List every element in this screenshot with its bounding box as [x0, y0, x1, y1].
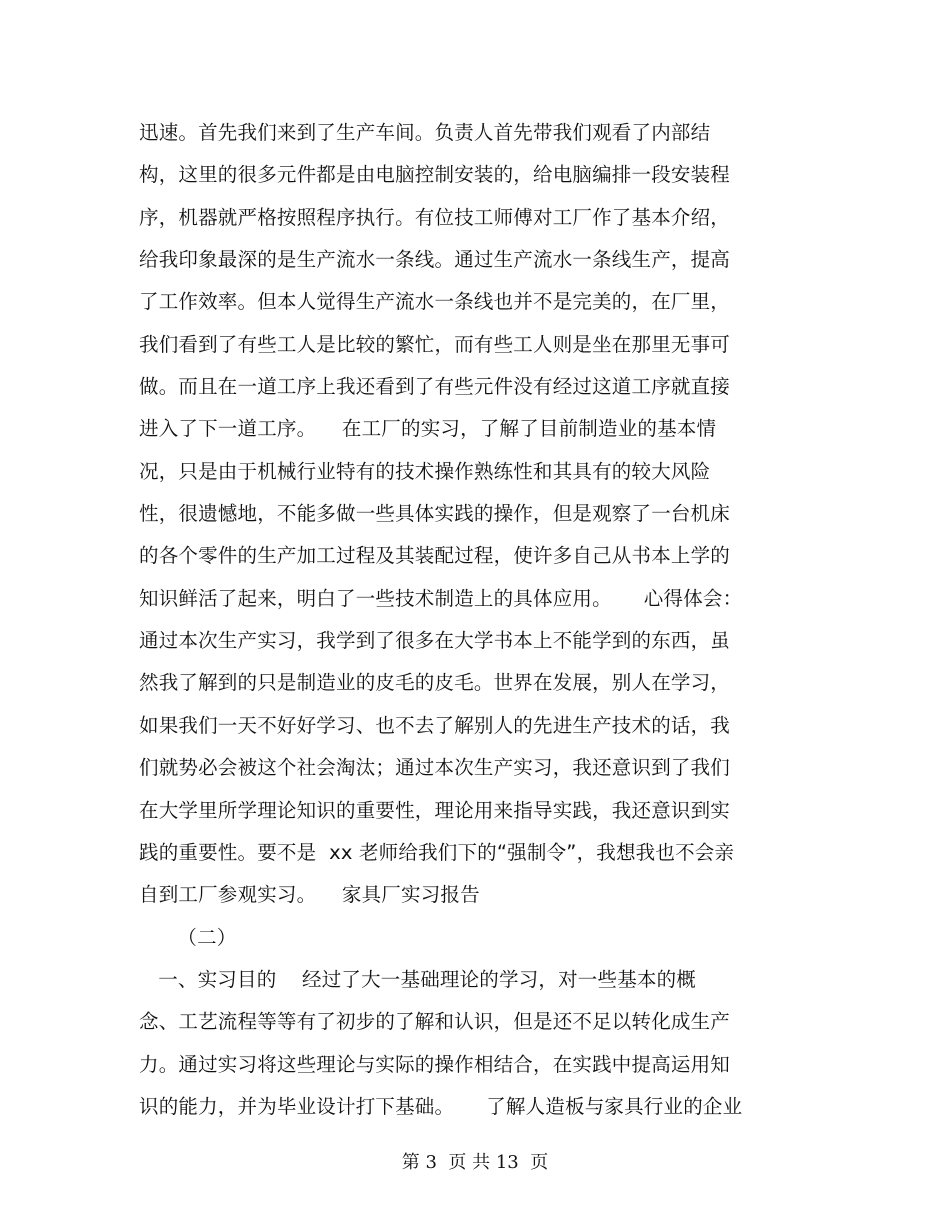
- text-line: 然我了解到的只是制造业的皮毛的皮毛。世界在发展，别人在学习，: [139, 671, 731, 695]
- text-line: 性，很遗憾地，不能多做一些具体实践的操作，但是观察了一台机床: [139, 502, 731, 526]
- text-line: 序，机器就严格按照程序执行。有位技工师傅对工厂作了基本介绍，: [139, 205, 731, 229]
- text-line: 进入了下一道工序。 在工厂的实习，了解了目前制造业的基本情: [139, 417, 717, 441]
- text-line: 的各个零件的生产加工过程及其装配过程，使许多自己从书本上学的: [139, 544, 731, 568]
- text-line: 一、实习目的 经过了大一基础理论的学习，对一些基本的概: [139, 967, 696, 991]
- text-line: 做。而且在一道工序上我还看到了有些元件没有经过这道工序就直接: [139, 375, 731, 399]
- text-line: 了工作效率。但本人觉得生产流水一条线也并不是完美的，在厂里，: [139, 290, 731, 314]
- section-number: （二）: [139, 925, 237, 949]
- text-line: 迅速。首先我们来到了生产车间。负责人首先带我们观看了内部结: [139, 121, 711, 144]
- text-line: 识的能力，并为毕业设计打下基础。 了解人造板与家具行业的企业: [139, 1094, 743, 1118]
- text-line: 给我印象最深的是生产流水一条线。通过生产流水一条线生产，提高: [139, 248, 731, 272]
- text-line: 自到工厂参观实习。 家具厂实习报告: [139, 883, 480, 907]
- text-line: 我们看到了有些工人是比较的繁忙，而有些工人则是坐在那里无事可: [139, 332, 731, 356]
- body-text: [139, 112, 819, 1128]
- text-line: 力。通过实习将这些理论与实际的操作相结合，在实践中提高运用知: [139, 1052, 731, 1076]
- text-line: 况，只是由于机械行业特有的技术操作熟练性和其具有的较大风险: [139, 459, 711, 483]
- text-line: 构，这里的很多元件都是由电脑控制安装的，给电脑编排一段安装程: [139, 163, 731, 187]
- text-line: 通过本次生产实习，我学到了很多在大学书本上不能学到的东西，虽: [139, 629, 731, 653]
- text-line: 们就势必会被这个社会淘汰；通过本次生产实习，我还意识到了我们: [139, 756, 731, 780]
- text-line: 如果我们一天不好好学习、也不去了解别人的先进生产技术的话，我: [139, 713, 731, 737]
- text-line: 知识鲜活了起来，明白了一些技术制造上的具体应用。 心得体会：: [139, 586, 743, 610]
- text-line: 念、工艺流程等等有了初步的了解和认识，但是还不足以转化成生产: [139, 1010, 731, 1034]
- text-line: 践的重要性。要不是 xx 老师给我们下的“强制令”，我想我也不会亲: [139, 840, 735, 864]
- page-footer: 第 3 页 共 13 页: [401, 1152, 549, 1173]
- text-line: 在大学里所学理论知识的重要性，理论用来指导实践，我还意识到实: [139, 798, 731, 822]
